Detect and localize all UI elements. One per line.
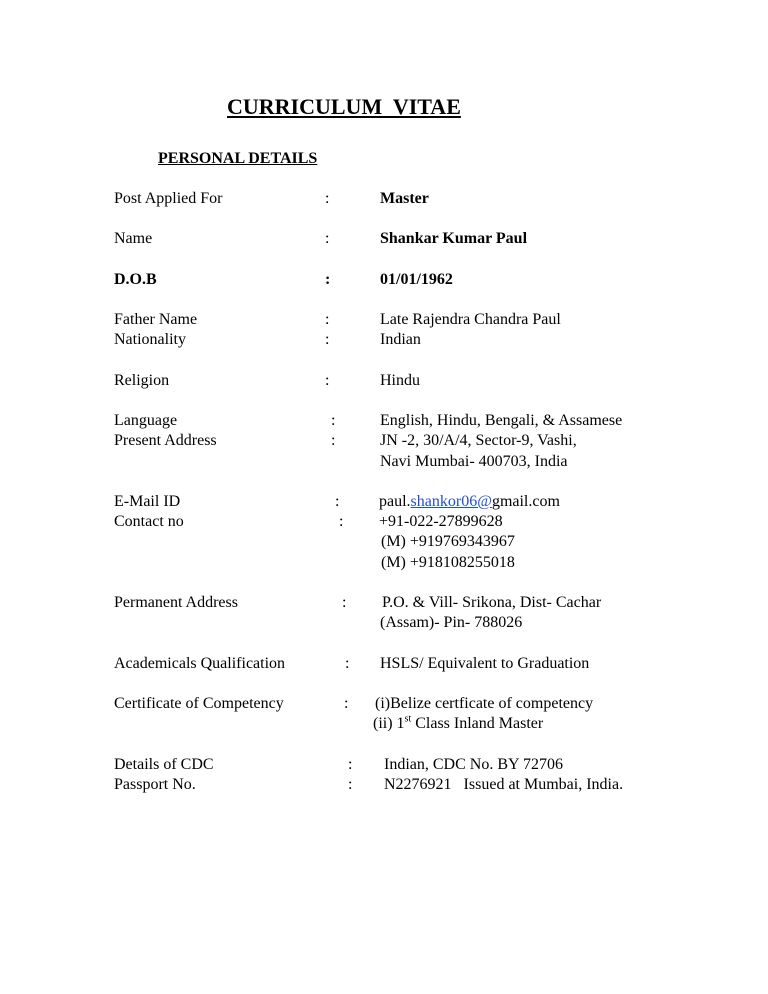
- email-link[interactable]: shankor06@: [410, 493, 492, 510]
- field-certificate: [0, 694, 768, 714]
- field-label: Passport No.: [114, 776, 196, 793]
- field-label: Present Address: [114, 432, 217, 449]
- field-value-line-1: JN -2, 30/A/4, Sector-9, Vashi,: [380, 432, 577, 449]
- field-separator: :: [325, 190, 330, 207]
- field-label: Permanent Address: [114, 594, 238, 611]
- field-permanent-address: [0, 593, 768, 613]
- field-value: Master: [380, 190, 429, 207]
- field-post-applied: [0, 189, 768, 209]
- field-separator: :: [348, 756, 353, 773]
- field-separator: :: [325, 271, 331, 288]
- field-value-line-1: P.O. & Vill- Srikona, Dist- Cachar: [382, 594, 602, 611]
- field-dob: [0, 270, 768, 290]
- field-label: Academicals Qualification: [114, 655, 286, 672]
- document-title: CURRICULUM VITAE: [227, 94, 461, 119]
- field-label: D.O.B: [114, 271, 157, 288]
- field-value-line-2: (M) +919769343967: [381, 533, 515, 550]
- field-value: Indian: [380, 331, 421, 348]
- field-value-line-2: Navi Mumbai- 400703, India: [380, 453, 568, 470]
- field-nationality: [0, 330, 768, 350]
- field-separator: :: [335, 493, 340, 510]
- field-separator: :: [331, 432, 336, 449]
- field-separator: :: [348, 776, 353, 793]
- field-label: Father Name: [114, 311, 198, 328]
- email-value: [379, 492, 560, 512]
- field-father-name: [0, 310, 768, 330]
- field-value: N2276921 Issued at Mumbai, India.: [384, 776, 624, 793]
- cert-line2-sup: st: [404, 713, 412, 725]
- field-contact: [0, 512, 768, 532]
- field-label: Contact no: [114, 513, 184, 530]
- field-label: Name: [114, 230, 153, 247]
- field-label: Language: [114, 412, 178, 429]
- field-separator: :: [325, 331, 330, 348]
- field-separator: :: [325, 230, 330, 247]
- cert-line2-pre: (ii) 1: [373, 715, 405, 732]
- field-contact-mobile-1: [0, 532, 768, 552]
- field-academics: [0, 654, 768, 674]
- field-value-line-2: (Assam)- Pin- 788026: [380, 614, 523, 631]
- field-email: [0, 492, 768, 512]
- field-contact-mobile-2: [0, 553, 768, 573]
- field-certificate-continued: [0, 714, 768, 734]
- field-value-line-1: (i)Belize certficate of competency: [375, 695, 594, 712]
- field-permanent-address-continued: [0, 613, 768, 633]
- field-value: Hindu: [380, 372, 420, 389]
- field-religion: [0, 371, 768, 391]
- field-value-line-1: +91-022-27899628: [379, 513, 503, 530]
- field-separator: :: [345, 655, 350, 672]
- field-passport: [0, 775, 768, 795]
- field-value: 01/01/1962: [380, 271, 453, 288]
- field-value: English, Hindu, Bengali, & Assamese: [380, 412, 623, 429]
- email-prefix: paul.: [379, 493, 411, 510]
- section-heading-personal-details: PERSONAL DETAILS: [158, 150, 318, 167]
- field-name: [0, 229, 768, 249]
- field-present-address: [0, 431, 768, 451]
- field-label: Certificate of Competency: [114, 695, 284, 712]
- cert-line2-post: Class Inland Master: [411, 715, 544, 732]
- email-suffix: gmail.com: [491, 493, 560, 510]
- field-value: Indian, CDC No. BY 72706: [384, 756, 563, 773]
- field-value: Late Rajendra Chandra Paul: [380, 311, 561, 328]
- field-separator: :: [342, 594, 347, 611]
- field-label: E-Mail ID: [114, 493, 181, 510]
- field-language: [0, 411, 768, 431]
- field-label: Nationality: [114, 331, 186, 348]
- field-separator: :: [339, 513, 344, 530]
- field-separator: :: [344, 695, 349, 712]
- field-value: Shankar Kumar Paul: [380, 230, 528, 247]
- field-separator: :: [331, 412, 336, 429]
- field-label: Post Applied For: [114, 190, 223, 207]
- field-label: Details of CDC: [114, 756, 214, 773]
- field-label: Religion: [114, 372, 170, 389]
- field-separator: :: [325, 311, 330, 328]
- field-value: HSLS/ Equivalent to Graduation: [380, 655, 590, 672]
- field-cdc: [0, 755, 768, 775]
- field-value-line-3: (M) +918108255018: [381, 554, 515, 571]
- field-value-line-2: [373, 714, 543, 734]
- field-separator: :: [325, 372, 330, 389]
- field-present-address-continued: [0, 452, 768, 472]
